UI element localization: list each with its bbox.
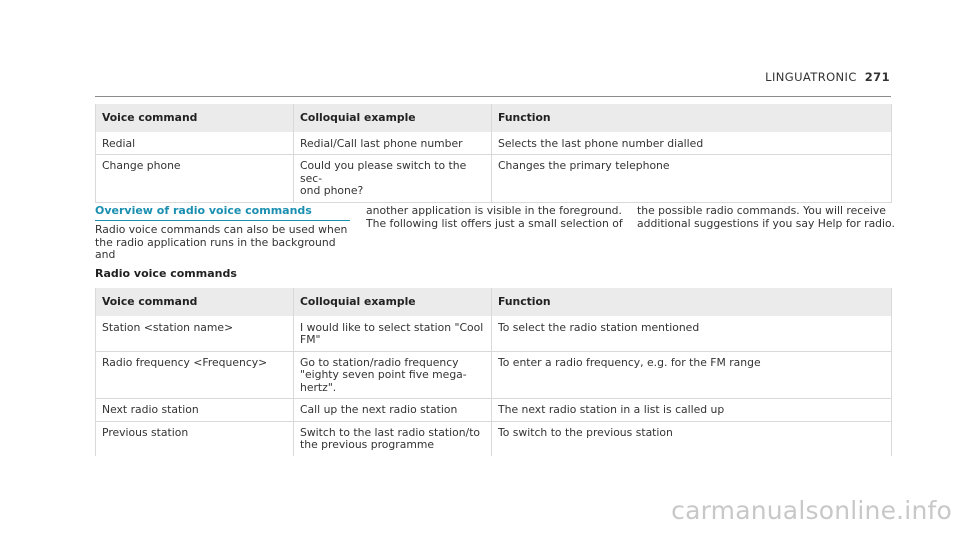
watermark: carmanualsonline.info [671, 496, 952, 525]
cell-function: Changes the primary telephone [492, 155, 892, 203]
cell-function: To select the radio station mentioned [492, 316, 892, 351]
overview-heading: Overview of radio voice commands [95, 204, 350, 221]
cell-example: Switch to the last radio station/to the previous programme [294, 421, 492, 456]
page-header [765, 70, 890, 84]
table-row [96, 421, 892, 456]
header-rule [95, 96, 891, 97]
table-header-row [96, 288, 892, 316]
cell-example: Go to station/radio frequency "eighty seven point five mega- hertz". [294, 351, 492, 399]
cell-function: To enter a radio frequency, e.g. for the FM range [492, 351, 892, 399]
overview-paragraph-1: Radio voice commands can also be used when the radio application runs in the background and [95, 223, 348, 261]
cell-function: Selects the last phone number dialled [492, 132, 892, 155]
header-colloquial-example: Colloquial example [294, 288, 492, 316]
cell-example: I would like to select station "Cool FM" [294, 316, 492, 351]
table-row [96, 316, 892, 351]
header-function: Function [492, 104, 892, 132]
table-row [96, 155, 892, 203]
cell-command: Redial [96, 132, 294, 155]
cell-example: Could you please switch to the sec- ond phone? [294, 155, 492, 203]
cell-command: Change phone [96, 155, 294, 203]
table-row [96, 132, 892, 155]
header-function: Function [492, 288, 892, 316]
cell-example: Call up the next radio station [294, 399, 492, 422]
cell-function: The next radio station in a list is called up [492, 399, 892, 422]
header-voice-command: Voice command [96, 104, 294, 132]
cell-command: Station <station name> [96, 316, 294, 351]
phone-commands-table [95, 104, 892, 203]
table-header-row [96, 104, 892, 132]
cell-command: Next radio station [96, 399, 294, 422]
cell-command: Previous station [96, 421, 294, 456]
cell-command: Radio frequency <Frequency> [96, 351, 294, 399]
radio-commands-heading: Radio voice commands [95, 267, 237, 280]
header-colloquial-example: Colloquial example [294, 104, 492, 132]
cell-example: Redial/Call last phone number [294, 132, 492, 155]
page-number: 271 [864, 70, 890, 84]
section-title: LINGUATRONIC [765, 70, 857, 84]
header-voice-command: Voice command [96, 288, 294, 316]
table-row [96, 351, 892, 399]
table-row [96, 399, 892, 422]
overview-paragraph-2: another application is visible in the foreground. The following list offers just a small selection of [366, 204, 623, 230]
radio-commands-table [95, 288, 892, 456]
cell-function: To switch to the previous station [492, 421, 892, 456]
overview-paragraph-3: the possible radio commands. You will receive additional suggestions if you say Help for radio. [637, 204, 895, 230]
